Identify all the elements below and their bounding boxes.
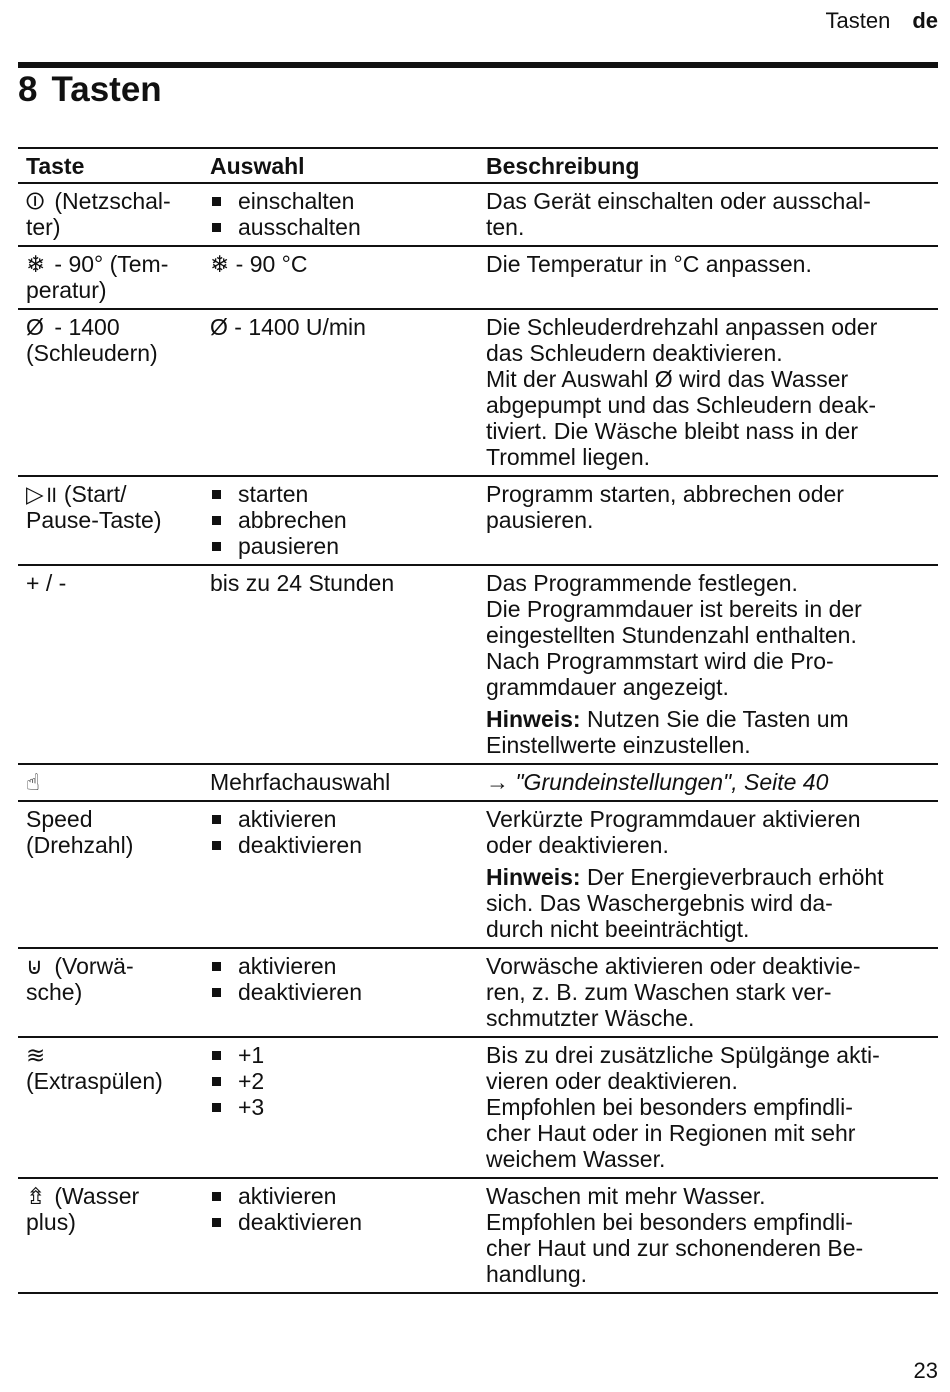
key-symbol-icon: ▷॥ [26, 481, 58, 507]
note-text: Der Energieverbrauch erhöht sich. Das Waschergebnis wird da- durch nicht beeinträchtigt. [486, 864, 884, 942]
column-header-key: Taste [18, 148, 202, 183]
description-text: Waschen mit mehr Wasser. Empfohlen bei besonders empfindli- cher Haut und zur schonenderen Be- handlung. [486, 1183, 864, 1287]
table-header-row [18, 148, 938, 183]
cross-reference-link[interactable]: → "Grundeinstellungen", Seite 40 [486, 769, 829, 795]
note [486, 706, 930, 758]
key-cell [18, 309, 202, 476]
key-symbol-icon: ☝ [26, 769, 41, 795]
key-label: Speed (Drehzahl) [26, 806, 134, 858]
selection-item: deaktivieren [210, 1209, 470, 1235]
description-cell [478, 1037, 938, 1178]
key-label: - 90° (Tem- peratur) [26, 251, 169, 303]
selection-cell [202, 183, 478, 246]
selection-list [210, 1183, 470, 1235]
column-header-selection: Auswahl [202, 148, 478, 183]
selection-list [210, 953, 470, 1005]
running-header-section: Tasten [825, 8, 891, 33]
selection-list [210, 1042, 470, 1120]
table-row [18, 565, 938, 764]
table-row [18, 1178, 938, 1293]
key-cell [18, 801, 202, 948]
selection-item: abbrechen [210, 507, 470, 533]
key-cell [18, 948, 202, 1037]
table-row [18, 801, 938, 948]
selection-item: deaktivieren [210, 979, 470, 1005]
description-cell [478, 801, 938, 948]
description-cell [478, 183, 938, 246]
keys-table [18, 147, 938, 1294]
key-label: (Wasser plus) [26, 1183, 140, 1235]
key-cell [18, 246, 202, 309]
selection-list [210, 481, 470, 559]
selection-cell [202, 476, 478, 565]
table-body [18, 183, 938, 1293]
key-cell [18, 565, 202, 764]
key-symbol-icon: ⏼ [26, 188, 45, 214]
table-row [18, 948, 938, 1037]
description-text: Das Gerät einschalten oder ausschal- ten. [486, 188, 871, 240]
selection-cell [202, 309, 478, 476]
selection-cell [202, 764, 478, 801]
description-text: Vorwäsche aktivieren oder deaktivie- ren, z. B. zum Waschen stark ver- schmutzter Wäsche. [486, 953, 861, 1031]
description-text: Bis zu drei zusätzliche Spülgänge akti- vieren oder deaktivieren. Empfohlen bei besonders empfindli- cher Haut oder in Regionen mit sehr weichem Wasser. [486, 1042, 880, 1172]
selection-text: Mehrfachauswahl [210, 769, 391, 795]
note [486, 864, 930, 942]
selection-list [210, 806, 470, 858]
section-title: Tasten [51, 70, 162, 109]
selection-list [210, 188, 470, 240]
key-cell [18, 476, 202, 565]
selection-cell [202, 246, 478, 309]
table-row [18, 246, 938, 309]
page-title [18, 70, 162, 110]
selection-item: aktivieren [210, 953, 470, 979]
selection-cell [202, 801, 478, 948]
header-rule [18, 62, 938, 68]
table-row [18, 183, 938, 246]
key-cell [18, 1037, 202, 1178]
column-header-description: Beschreibung [478, 148, 938, 183]
description-text: Die Schleuderdrehzahl anpassen oder das Schleudern deaktivieren. Mit der Auswahl Ø wird das Wasser abgepumpt und das Schleudern deak- tiviert. Die Wäsche bleibt nass in der Trommel liegen. [486, 314, 878, 470]
description-text: Die Temperatur in °C anpassen. [486, 251, 812, 277]
description-cell [478, 246, 938, 309]
description-cell [478, 948, 938, 1037]
selection-item: +3 [210, 1094, 470, 1120]
table-row [18, 309, 938, 476]
selection-item: +1 [210, 1042, 470, 1068]
selection-cell [202, 565, 478, 764]
key-label: + / - [26, 570, 67, 596]
note-label: Hinweis: [486, 706, 581, 732]
key-label: (Start/ Pause-Taste) [26, 481, 162, 533]
selection-item: starten [210, 481, 470, 507]
note-label: Hinweis: [486, 864, 581, 890]
selection-text: Ø - 1400 U/min [210, 314, 366, 340]
key-cell [18, 183, 202, 246]
key-symbol-icon: ⊍ [26, 953, 43, 979]
selection-item: ausschalten [210, 214, 470, 240]
key-label: (Netzschal- ter) [26, 188, 171, 240]
description-text: Das Programmende festlegen. Die Programmdauer ist bereits in der eingestellten Stundenzahl enthalten. Nach Programmstart wird die Pro- grammdauer angezeigt. [486, 570, 862, 700]
selection-item: pausieren [210, 533, 470, 559]
key-cell [18, 764, 202, 801]
key-symbol-icon: Ø [26, 314, 44, 340]
key-symbol-icon: ❄ [26, 251, 46, 277]
selection-cell [202, 1178, 478, 1293]
selection-cell [202, 948, 478, 1037]
section-number: 8 [18, 70, 38, 109]
description-cell [478, 565, 938, 764]
key-label: - 1400 (Schleudern) [26, 314, 158, 366]
table-row [18, 764, 938, 801]
note-text: Nutzen Sie die Tasten um Einstellwerte einzustellen. [486, 706, 849, 758]
key-symbol-icon: ≋ [26, 1042, 46, 1068]
key-cell [18, 1178, 202, 1293]
description-cell [478, 476, 938, 565]
selection-text: ❄ - 90 °C [210, 251, 308, 277]
selection-item: deaktivieren [210, 832, 470, 858]
description-cell [478, 764, 938, 801]
table-row [18, 476, 938, 565]
running-header-language: de [912, 8, 938, 33]
table-row [18, 1037, 938, 1178]
description-cell [478, 1178, 938, 1293]
page-number: 23 [913, 1358, 938, 1383]
selection-item: aktivieren [210, 1183, 470, 1209]
selection-text: bis zu 24 Stunden [210, 570, 395, 596]
key-label: (Extraspülen) [26, 1068, 163, 1094]
description-text: Programm starten, abbrechen oder pausieren. [486, 481, 844, 533]
selection-item: einschalten [210, 188, 470, 214]
selection-item: +2 [210, 1068, 470, 1094]
selection-item: aktivieren [210, 806, 470, 832]
running-header [825, 8, 938, 34]
key-label: (Vorwä- sche) [26, 953, 134, 1005]
key-symbol-icon: ⇯ [26, 1183, 46, 1209]
selection-cell [202, 1037, 478, 1178]
description-text: Verkürzte Programmdauer aktivieren oder deaktivieren. [486, 806, 861, 858]
description-cell [478, 309, 938, 476]
